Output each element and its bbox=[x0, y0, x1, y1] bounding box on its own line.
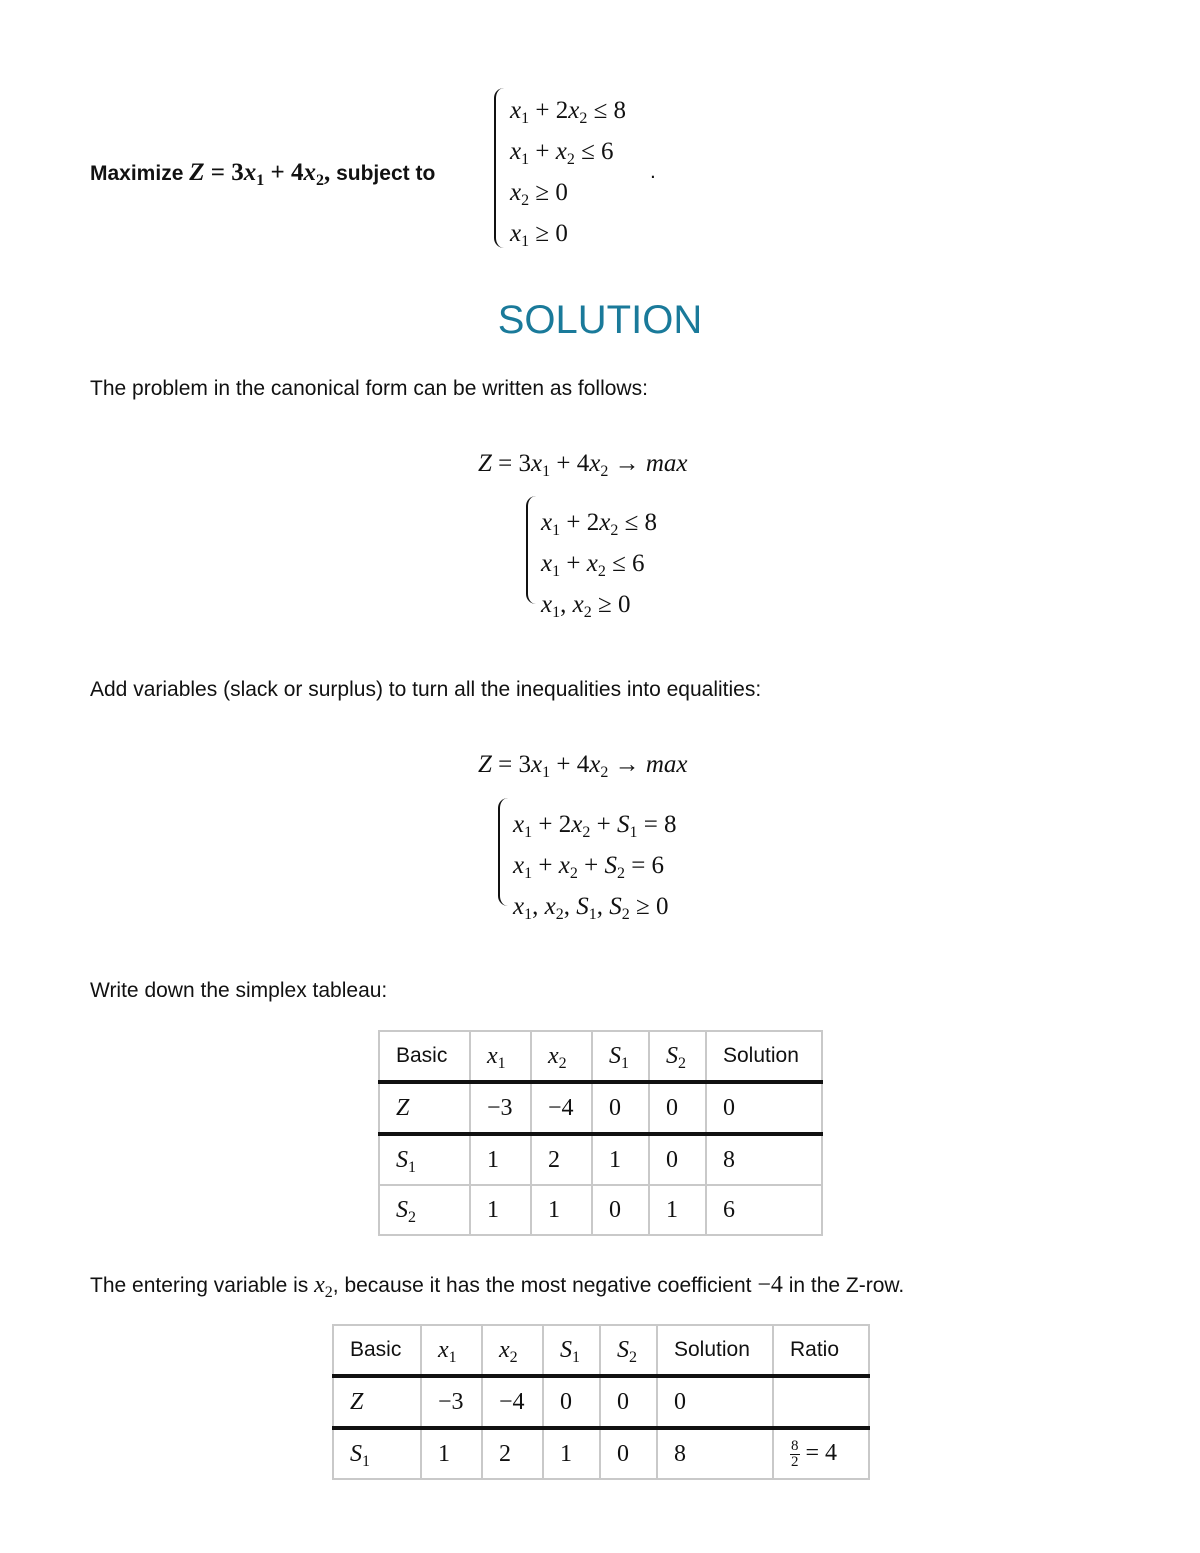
solution-title: SOLUTION bbox=[497, 298, 703, 342]
cell: 2 bbox=[531, 1134, 592, 1185]
constraint-brace bbox=[494, 88, 504, 248]
cell: 1 bbox=[470, 1185, 531, 1235]
header-x1: $x_1$ bbox=[470, 1031, 531, 1082]
period: . bbox=[650, 160, 656, 183]
entering-variable: $x_2$ bbox=[314, 1272, 333, 1301]
header-basic: Basic bbox=[379, 1031, 470, 1082]
header-s2: $S_2$ bbox=[649, 1031, 706, 1082]
problem-statement bbox=[90, 159, 436, 189]
basic-cell: $S_2$ bbox=[379, 1185, 470, 1235]
cell: 0 bbox=[649, 1134, 706, 1185]
cell: 8 bbox=[706, 1134, 822, 1185]
cell: 8 bbox=[657, 1428, 773, 1479]
ratio-fraction bbox=[790, 1439, 800, 1470]
maximize-label: Maximize bbox=[90, 162, 184, 185]
slack-intro: Add variables (slack or surplus) to turn all the inequalities into equalities: bbox=[90, 678, 762, 701]
cell: −3 bbox=[470, 1082, 531, 1134]
slack-constraint-3: $x_1$, $x_2$, $S_1$, $S_2 \ge 0$ bbox=[513, 893, 669, 923]
slack-constraint-2: $x_1 + x_2 + S_2 = 6$ bbox=[513, 852, 665, 882]
canonical-brace bbox=[526, 496, 536, 604]
objective-function: $Z = 3x_1 + 4x_2$, bbox=[189, 159, 331, 189]
simplex-tableau-2 bbox=[332, 1324, 870, 1480]
basic-cell: $S_1$ bbox=[379, 1134, 470, 1185]
basic-cell: $S_1$ bbox=[333, 1428, 421, 1479]
canonical-intro: The problem in the canonical form can be written as follows: bbox=[90, 377, 648, 400]
ratio-denominator: 2 bbox=[791, 1453, 799, 1470]
entering-text-1: The entering variable is bbox=[90, 1274, 315, 1297]
slack-constraint-1: $x_1 + 2x_2 + S_1 = 8$ bbox=[513, 811, 677, 841]
table-header-row bbox=[379, 1031, 822, 1082]
cell: 1 bbox=[531, 1185, 592, 1235]
cell: 1 bbox=[543, 1428, 600, 1479]
entering-sentence bbox=[90, 1272, 905, 1301]
basic-cell: Z bbox=[333, 1376, 421, 1428]
basic-cell: Z bbox=[379, 1082, 470, 1134]
cell: 0 bbox=[649, 1082, 706, 1134]
header-s2: $S_2$ bbox=[600, 1325, 657, 1376]
canonical-constraint-1: $x_1 + 2x_2 \le 8$ bbox=[541, 509, 658, 539]
ratio-numerator: 8 bbox=[791, 1437, 799, 1454]
header-x2: $x_2$ bbox=[482, 1325, 543, 1376]
header-solution: Solution bbox=[657, 1325, 773, 1376]
slack-brace bbox=[498, 798, 508, 906]
header-ratio: Ratio bbox=[773, 1325, 869, 1376]
cell: 1 bbox=[649, 1185, 706, 1235]
entering-coefficient: −4 bbox=[757, 1272, 783, 1298]
header-s1: $S_1$ bbox=[592, 1031, 649, 1082]
header-solution: Solution bbox=[706, 1031, 822, 1082]
ratio-cell-empty bbox=[773, 1376, 869, 1428]
cell: 1 bbox=[421, 1428, 482, 1479]
cell: 0 bbox=[657, 1376, 773, 1428]
canonical-objective: $Z = 3x_1 + 4x_2 \to \max$ bbox=[478, 450, 688, 480]
cell: −4 bbox=[482, 1376, 543, 1428]
cell: 1 bbox=[592, 1134, 649, 1185]
entering-text-2: , because it has the most negative coefficient bbox=[332, 1274, 758, 1297]
header-s1: $S_1$ bbox=[543, 1325, 600, 1376]
slack-objective: $Z = 3x_1 + 4x_2 \to \max$ bbox=[478, 751, 688, 781]
canonical-constraint-3: $x_1$, $x_2 \ge 0$ bbox=[541, 591, 631, 621]
table-row bbox=[379, 1134, 822, 1185]
cell: 0 bbox=[543, 1376, 600, 1428]
table-row bbox=[333, 1376, 869, 1428]
ratio-cell: $\frac{8}{2}$ = 4 bbox=[773, 1428, 869, 1479]
cell: 0 bbox=[600, 1376, 657, 1428]
table-row bbox=[333, 1428, 869, 1479]
table-header-row bbox=[333, 1325, 869, 1376]
entering-text-3: in the Z-row. bbox=[782, 1274, 905, 1297]
constraint-4: $x_1 \ge 0$ bbox=[510, 220, 568, 250]
subject-to-label: subject to bbox=[336, 162, 436, 185]
cell: 2 bbox=[482, 1428, 543, 1479]
header-x2: $x_2$ bbox=[531, 1031, 592, 1082]
cell: 0 bbox=[592, 1185, 649, 1235]
ratio-value: 4 bbox=[825, 1439, 838, 1466]
cell: 1 bbox=[470, 1134, 531, 1185]
constraint-1: $x_1 + 2x_2 \le 8$ bbox=[510, 97, 627, 127]
cell: 0 bbox=[600, 1428, 657, 1479]
cell: −4 bbox=[531, 1082, 592, 1134]
header-basic: Basic bbox=[333, 1325, 421, 1376]
canonical-constraint-2: $x_1 + x_2 \le 6$ bbox=[541, 550, 645, 580]
cell: 0 bbox=[592, 1082, 649, 1134]
cell: −3 bbox=[421, 1376, 482, 1428]
constraint-3: $x_2 \ge 0$ bbox=[510, 179, 568, 209]
table-row bbox=[379, 1185, 822, 1235]
tableau-intro: Write down the simplex tableau: bbox=[90, 979, 388, 1002]
header-x1: $x_1$ bbox=[421, 1325, 482, 1376]
table-row bbox=[379, 1082, 822, 1134]
cell: 0 bbox=[706, 1082, 822, 1134]
cell: 6 bbox=[706, 1185, 822, 1235]
simplex-tableau-1 bbox=[378, 1030, 823, 1236]
constraint-2: $x_1 + x_2 \le 6$ bbox=[510, 138, 614, 168]
